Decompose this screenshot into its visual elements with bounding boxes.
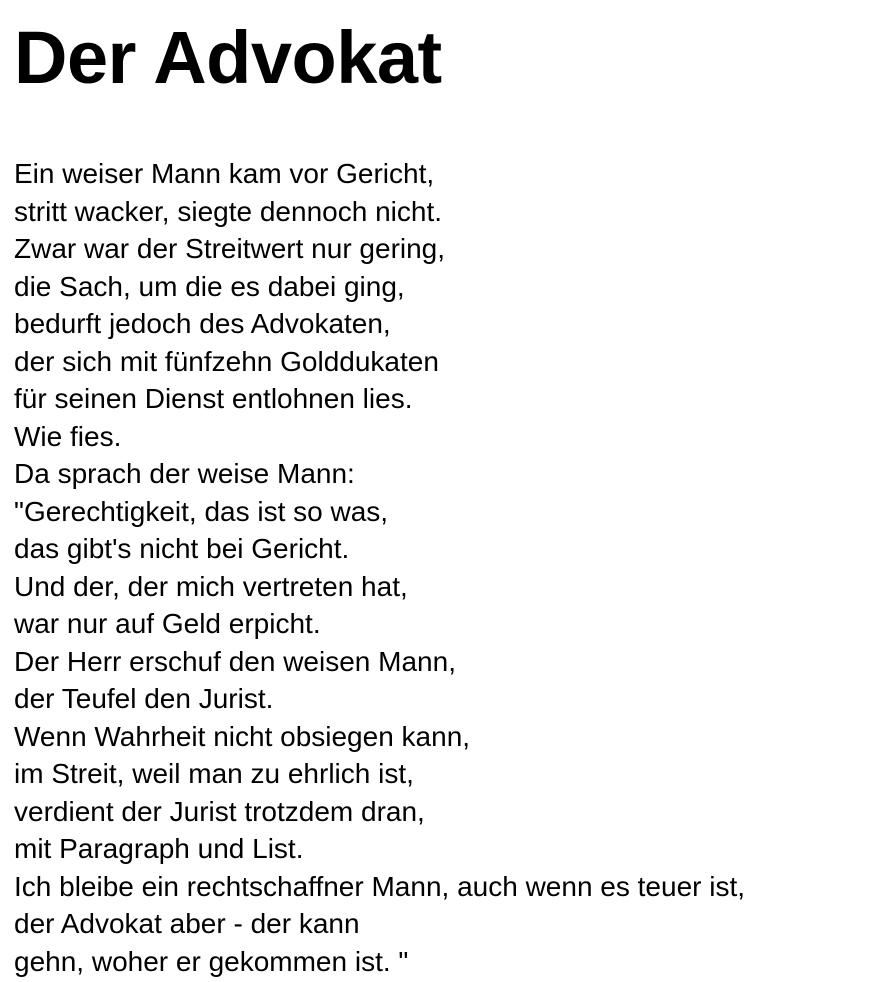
poem-line: Da sprach der weise Mann: (14, 458, 355, 489)
page-title: Der Advokat (14, 16, 442, 99)
poem-line: Wenn Wahrheit nicht obsiegen kann, (14, 720, 471, 752)
poem-line: für seinen Dienst entlohnen lies. (14, 383, 413, 414)
poem-line: Ein weiser Mann kam vor Gericht, (14, 158, 435, 189)
poem-line: Wie fies. (14, 420, 122, 452)
poem-line: der sich mit fünfzehn Golddukaten (14, 345, 439, 377)
poem-line: der Teufel den Jurist. (14, 683, 274, 714)
poem-line: Zwar war der Streitwert nur gering, (14, 233, 446, 264)
poem-line: gehn, woher er gekommen ist. " (14, 945, 409, 977)
poem-line: Der Herr erschuf den weisen Mann, (14, 645, 456, 677)
poem-line: war nur auf Geld erpicht. (14, 608, 321, 639)
poem-line: verdient der Jurist trotzdem dran, (14, 795, 425, 827)
poem-line: bedurft jedoch des Advokaten, (14, 308, 391, 339)
poem-line: "Gerechtigkeit, das ist so was, (14, 495, 389, 527)
poem-line: mit Paragraph und List. (14, 833, 304, 864)
poem-line: die Sach, um die es dabei ging, (14, 270, 405, 302)
poem-line: im Streit, weil man zu ehrlich ist, (14, 758, 414, 789)
poem-body (14, 155, 890, 980)
poem-line: der Advokat aber - der kann (14, 908, 360, 939)
poem-line: stritt wacker, siegte dennoch nicht. (14, 195, 442, 227)
poem-line: das gibt's nicht bei Gericht. (14, 533, 350, 564)
poem-line: Und der, der mich vertreten hat, (14, 570, 408, 602)
poem-line: Ich bleibe ein rechtschaffner Mann, auch wenn es teuer ist, (14, 870, 746, 902)
document-page (14, 0, 890, 980)
